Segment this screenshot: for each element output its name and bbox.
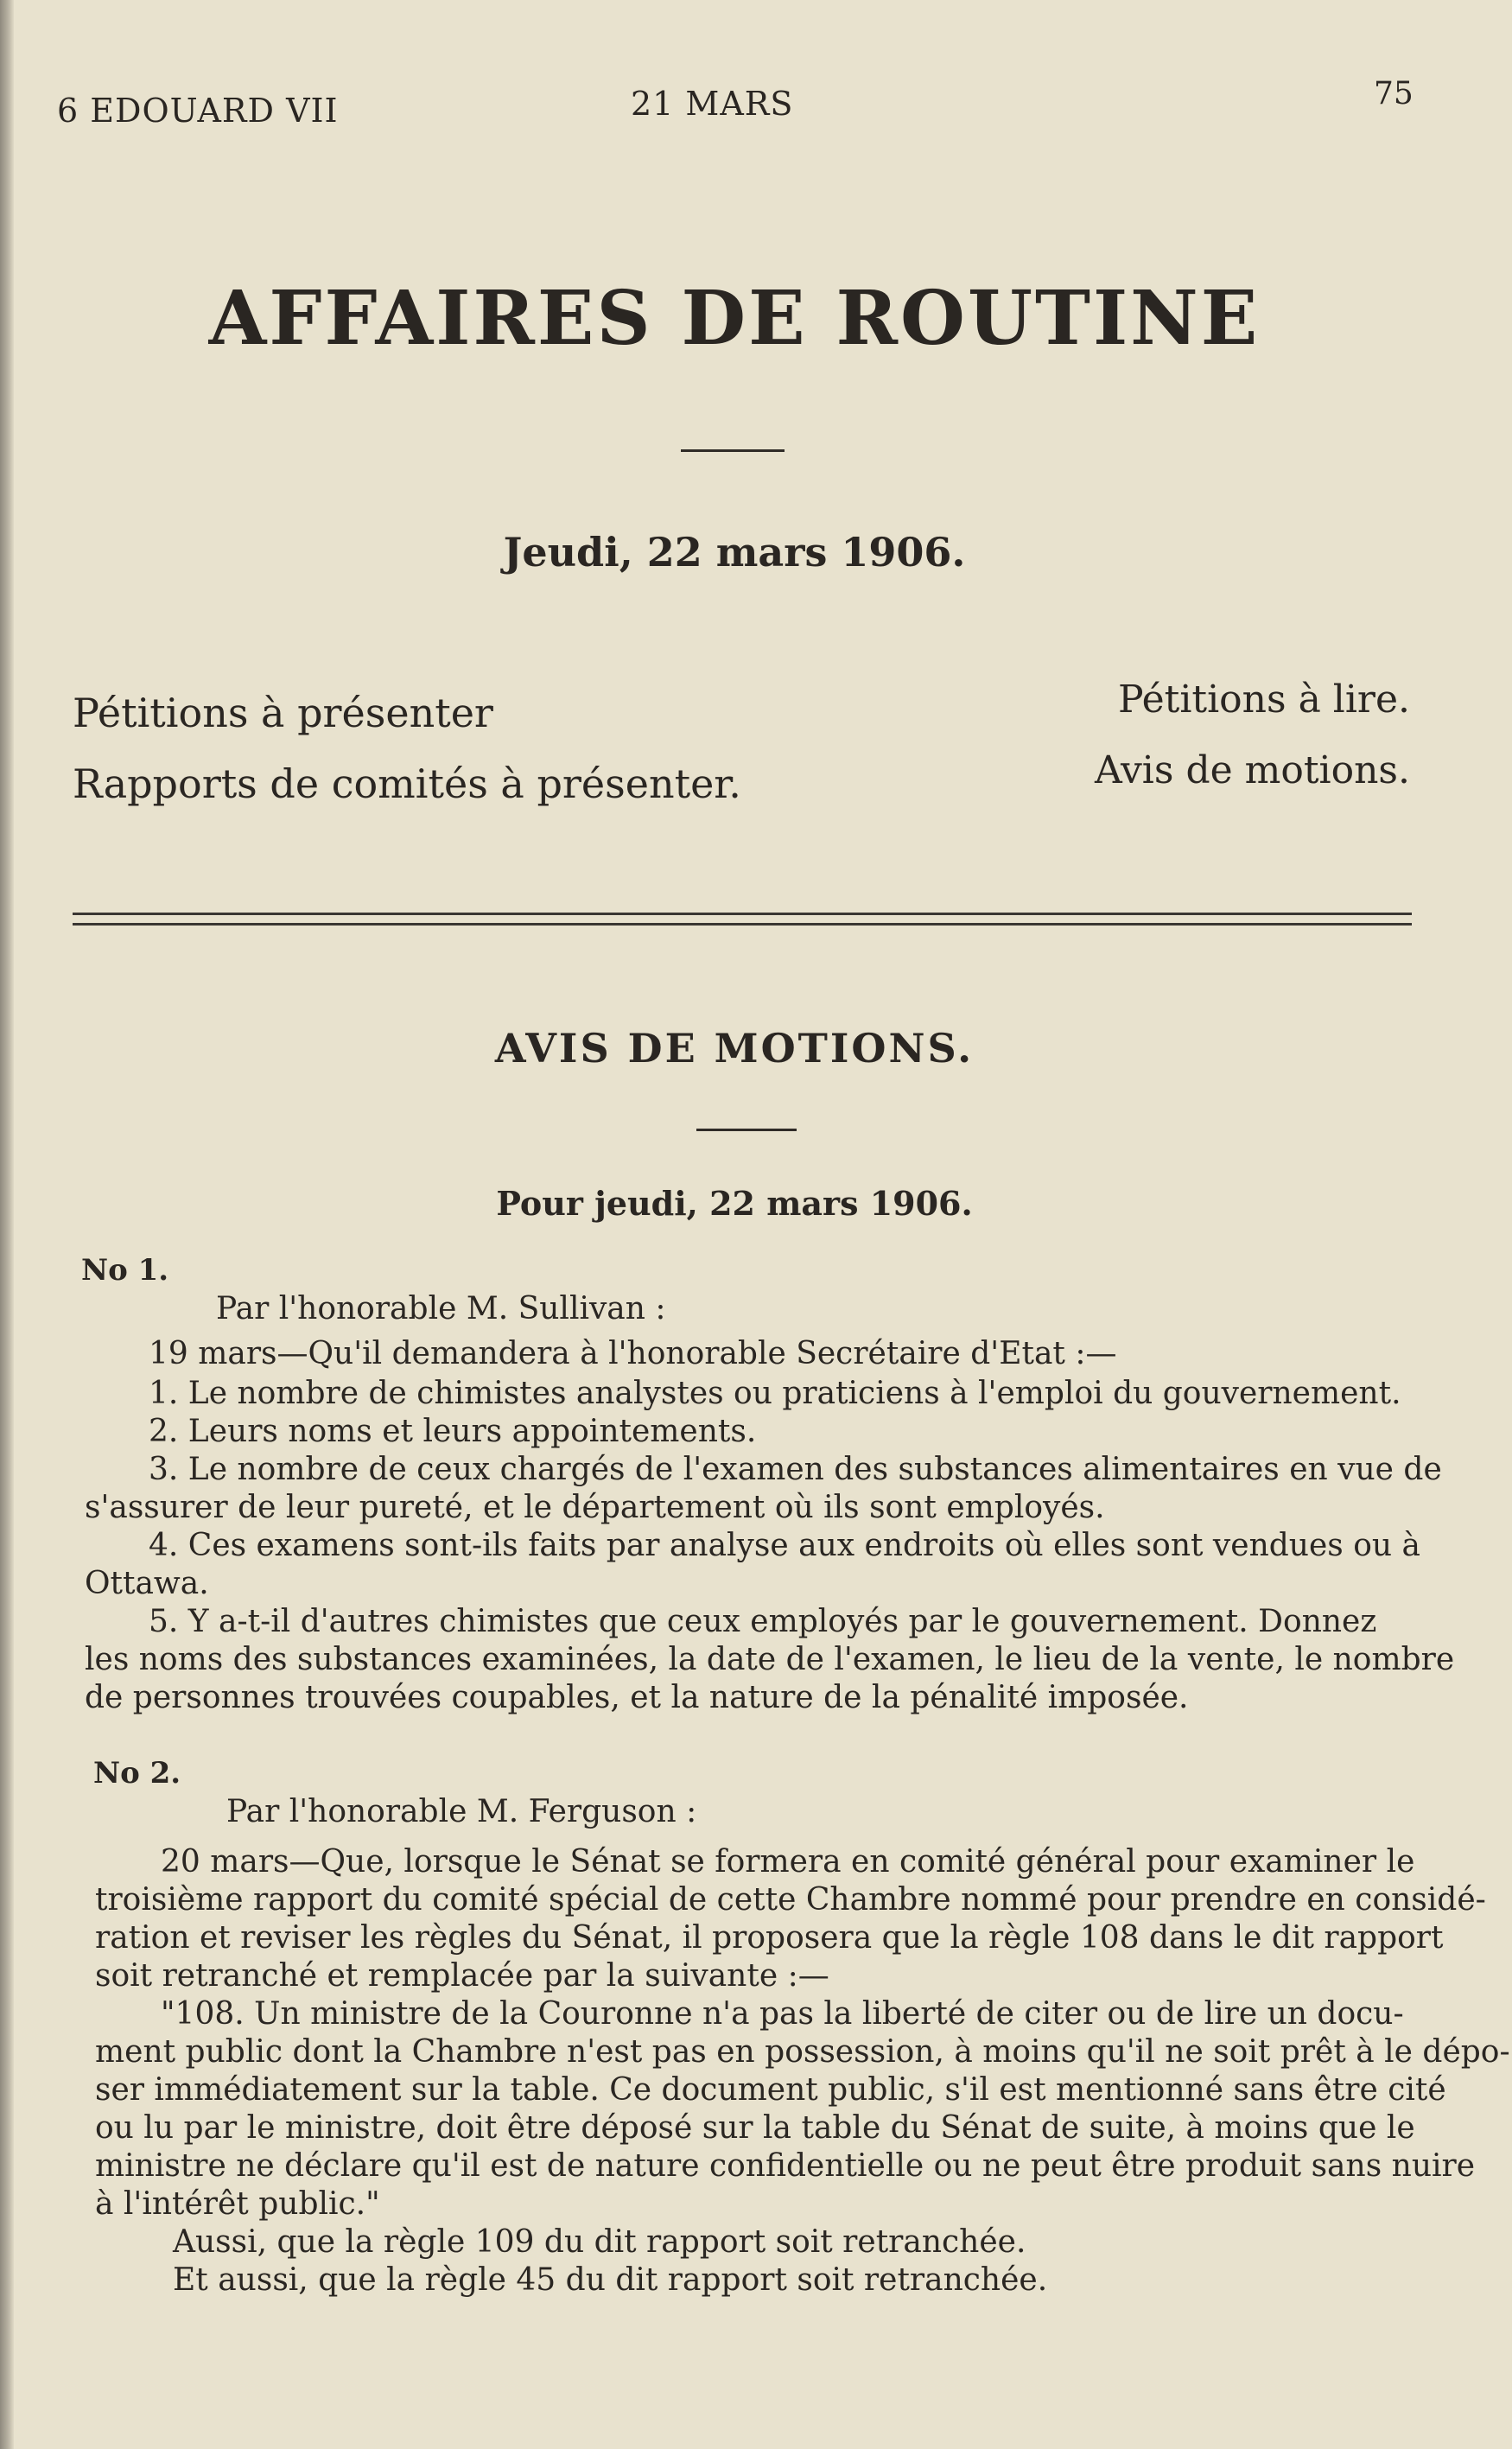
motion-line: ou lu par le ministre, doit être déposé sur la table du Sénat de suite, à moins que le [95, 2110, 1415, 2146]
session-date: Jeudi, 22 mars 1906. [503, 529, 966, 576]
section-title: AVIS DE MOTIONS. [494, 1025, 975, 1072]
section-double-rule-bottom [73, 923, 1412, 926]
motion-line: ration et reviser les règles du Sénat, il proposera que la règle 108 dans le dit rapport [95, 1920, 1444, 1956]
motion-line: troisième rapport du comité spécial de cette Chambre nommé pour prendre en considé- [95, 1882, 1486, 1918]
title-divider [681, 449, 785, 452]
motion-line: 1. Le nombre de chimistes analystes ou praticiens à l'emploi du gouvernement. [149, 1376, 1401, 1411]
routine-item-petitions-read: Pétitions à lire. [1118, 677, 1410, 722]
motion-line: soit retranché et remplacée par la suivante :— [95, 1958, 829, 1994]
motion-number: No 2. [93, 1756, 181, 1791]
motion-line: Aussi, que la règle 109 du dit rapport soit retranchée. [173, 2224, 1026, 2260]
motion-line: 19 mars—Qu'il demandera à l'honorable Secrétaire d'Etat :— [149, 1336, 1117, 1371]
running-header-center: 21 MARS [631, 85, 794, 123]
motion-line: 3. Le nombre de ceux chargés de l'examen des substances alimentaires en vue de [149, 1452, 1442, 1487]
motion-line: "108. Un ministre de la Couronne n'a pas la liberté de citer ou de lire un docu- [161, 1996, 1404, 2032]
section-divider [696, 1129, 797, 1131]
motion-line: de personnes trouvées coupables, et la nature de la pénalité imposée. [85, 1680, 1189, 1715]
motion-line: 5. Y a-t-il d'autres chimistes que ceux employés par le gouvernement. Donnez [149, 1604, 1377, 1639]
motion-line: s'assurer de leur pureté, et le département où ils sont employés. [85, 1490, 1105, 1525]
page-title: AFFAIRES DE ROUTINE [208, 275, 1261, 362]
page-number: 75 [1374, 76, 1414, 111]
motion-line: à l'intérêt public." [95, 2186, 380, 2222]
motion-line: 4. Ces examens sont-ils faits par analyse aux endroits où elles sont vendues ou à [149, 1528, 1420, 1563]
routine-item-notices-of-motion: Avis de motions. [1094, 748, 1410, 792]
routine-item-committee-reports: Rapports de comités à présenter. [73, 760, 741, 807]
routine-item-petitions-present: Pétitions à présenter [73, 690, 493, 736]
motion-line: Et aussi, que la règle 45 du dit rapport soit retranchée. [173, 2262, 1048, 2298]
motion-line: Ottawa. [85, 1566, 209, 1601]
motion-author: Par l'honorable M. Ferguson : [226, 1794, 697, 1829]
motion-line: ment public dont la Chambre n'est pas en possession, à moins qu'il ne soit prêt à le dépo- [95, 2034, 1510, 2070]
section-double-rule-top [73, 913, 1412, 915]
motion-number: No 1. [81, 1253, 169, 1288]
motion-author: Par l'honorable M. Sullivan : [216, 1291, 666, 1326]
motion-line: ser immédiatement sur la table. Ce document public, s'il est mentionné sans être cité [95, 2072, 1446, 2108]
motion-line: les noms des substances examinées, la date de l'examen, le lieu de la vente, le nombre [85, 1642, 1455, 1677]
running-header-left: 6 EDOUARD VII [57, 92, 339, 130]
motion-line: 20 mars—Que, lorsque le Sénat se formera en comité général pour examiner le [161, 1844, 1415, 1880]
motion-line: 2. Leurs noms et leurs appointements. [149, 1414, 757, 1449]
page-binding-edge [0, 0, 14, 2449]
motion-line: ministre ne déclare qu'il est de nature confidentielle ou ne peut être produit sans nuire [95, 2148, 1476, 2184]
section-subdate: Pour jeudi, 22 mars 1906. [496, 1184, 973, 1223]
